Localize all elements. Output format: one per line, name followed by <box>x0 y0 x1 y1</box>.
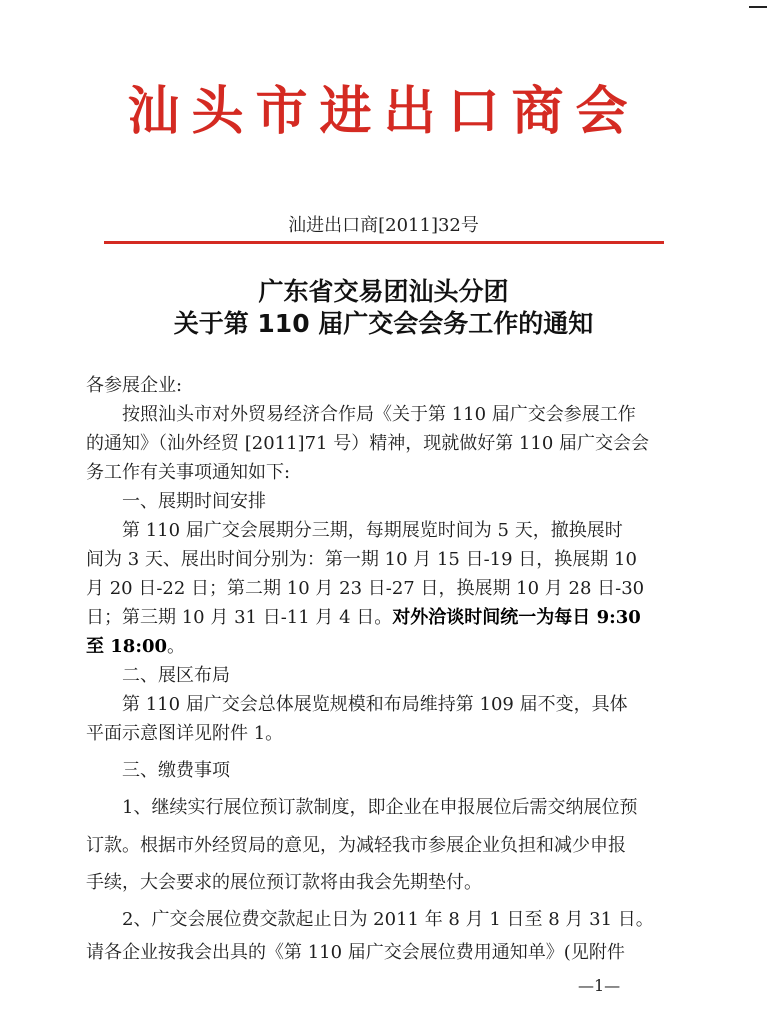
section-1-heading: 一、展期时间安排 <box>122 491 266 512</box>
section-2-line-1: 第 110 届广交会总体展览规模和布局维持第 109 届不变，具体 <box>122 694 628 715</box>
section-1-line-3: 月 20 日-22 日；第二期 10 月 23 日-27 日，换展期 10 月 28 日-30 <box>86 578 645 599</box>
section-1-line-5-punct: 。 <box>167 636 186 657</box>
section-3-item-1-line-1: 1、继续实行展位预订款制度，即企业在申报展位后需交纳展位预 <box>122 797 638 818</box>
intro-line-2: 的通知》（汕外经贸 [2011]71 号）精神，现就做好第 110 届广交会会 <box>86 433 649 454</box>
notice-title-line-2: 关于第 110 届广交会会务工作的通知 <box>173 309 594 338</box>
section-2-heading: 二、展区布局 <box>122 665 230 686</box>
section-3-item-1-line-3: 手续，大会要求的展位预订款将由我会先期垫付。 <box>86 872 482 893</box>
intro-line-1: 按照汕头市对外贸易经济合作局《关于第 110 届广交会参展工作 <box>122 404 636 425</box>
section-1-line-5 <box>86 634 185 660</box>
section-3-item-2-line-2: 请各企业按我会出具的《第 110 届广交会展位费用通知单》(见附件 <box>86 942 625 963</box>
letterhead-org-name: 汕头市进出口商会 <box>127 81 640 142</box>
notice-title-line-1: 广东省交易团汕头分团 <box>258 277 509 306</box>
section-3-item-2-line-1: 2、广交会展位费交款起止日为 2011 年 8 月 1 日至 8 月 31 日。 <box>122 909 654 930</box>
section-1-line-1: 第 110 届广交会展期分三期，每期展览时间为 5 天，撤换展时 <box>122 520 623 541</box>
letterhead-red-rule <box>104 241 664 244</box>
section-1-line-4 <box>86 605 641 631</box>
section-3-heading: 三、缴费事项 <box>122 760 230 781</box>
scan-edge-mark <box>749 6 767 8</box>
negotiation-hours-end: 至 18:00 <box>86 636 168 657</box>
intro-line-3: 务工作有关事项通知如下: <box>86 462 291 483</box>
section-1-line-4-text: 日；第三期 10 月 31 日-11 月 4 日。 <box>86 607 393 628</box>
section-1-line-2: 间为 3 天、展出时间分别为：第一期 10 月 15 日-19 日，换展期 10 <box>86 549 637 570</box>
section-2-line-2: 平面示意图详见附件 1。 <box>86 723 284 744</box>
section-3-item-1-line-2: 订款。根据市外经贸局的意见，为减轻我市参展企业负担和减少申报 <box>86 835 626 856</box>
page-number: —1— <box>578 976 621 995</box>
document-number: 汕进出口商[2011]32号 <box>288 215 479 236</box>
salutation: 各参展企业: <box>86 375 183 396</box>
negotiation-hours-text: 对外洽谈时间统一为每日 9:30 <box>392 607 641 628</box>
